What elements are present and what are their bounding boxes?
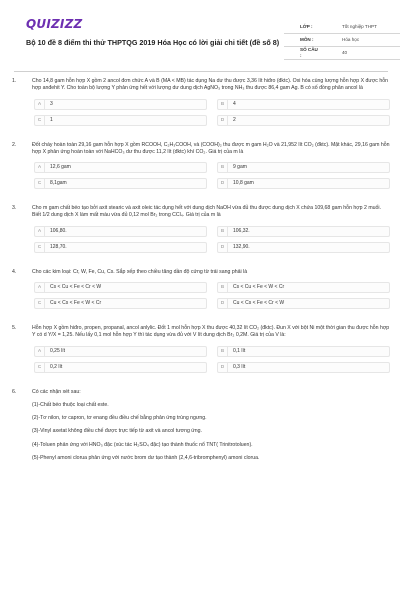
question-list — [12, 78, 390, 464]
answer-option-d[interactable] — [217, 362, 390, 373]
option-text: 3 — [50, 100, 53, 107]
question-text — [32, 142, 390, 157]
document-title: Bộ 10 đề 8 điểm thi thử THPTQG 2019 Hóa Học có lời giải chi tiết (đề số 8) — [26, 38, 280, 47]
option-text: Cs < Cu < Fe < W < Cr — [233, 283, 285, 290]
meta-label: MÔN : — [300, 36, 314, 42]
question-3 — [12, 205, 390, 253]
option-letter: A — [35, 347, 45, 356]
option-text: 10,8 gam — [233, 180, 254, 187]
answer-option-d[interactable] — [217, 242, 390, 253]
option-letter: A — [35, 100, 45, 109]
question-number: 3. — [12, 205, 17, 212]
statement-item: (5)-Phenyl amoni clorua phản ứng với nước brom dư tạo thành (2,4,6-tribromphenyl) amoni clorua. — [32, 454, 260, 461]
question-number: 6. — [12, 388, 17, 395]
option-text: 1 — [50, 116, 53, 123]
statement-item: (1)-Chất béo thuộc loại chất este. — [32, 401, 109, 408]
meta-value: Tốt nghiệp THPT — [342, 23, 377, 29]
option-text: 0,1 lít — [233, 347, 246, 354]
meta-row-class — [284, 21, 400, 34]
answer-option-a[interactable] — [34, 282, 207, 293]
option-text: 106,32. — [233, 227, 250, 234]
question-4 — [12, 269, 390, 309]
question-text — [32, 389, 390, 396]
answer-option-c[interactable] — [34, 115, 207, 126]
question-line: Có các nhận xét sau: — [32, 388, 81, 395]
option-letter: A — [35, 227, 45, 236]
option-letter: D — [218, 243, 228, 252]
option-text: 106,80. — [50, 227, 67, 234]
question-number: 5. — [12, 324, 17, 331]
question-line: Cho các kim loại: Cr, W, Fe, Cu, Cs. Sắp xếp theo chiều tăng dần độ cứng từ trái sang phải là — [32, 268, 248, 275]
meta-value: Hóa học — [342, 36, 360, 42]
question-line: Hỗn hợp X gồm hiđro, propen, propanal, ancol anlylic. Đốt 1 mol hỗn hợp X thu được 40,32 lít CO₂ (đktc). Đun X với bột Ni một thời gian thu được hỗn hợp Y có d Y/X = 1,25. Nếu lấy 0,1 mol hỗn hợp Y thì tác dụng vừa đủ với V lít dung dịch Br₂ 0,2M. Giá trị của V là: — [32, 324, 390, 339]
option-text: 8,1gam — [50, 180, 67, 187]
question-text — [32, 325, 390, 340]
option-text: 2 — [233, 116, 236, 123]
option-letter: D — [218, 299, 228, 308]
answer-option-b[interactable] — [217, 226, 390, 237]
option-letter: C — [35, 243, 45, 252]
question-1 — [12, 78, 390, 126]
answer-option-c[interactable] — [34, 178, 207, 189]
question-text — [32, 269, 390, 276]
answer-option-a[interactable] — [34, 162, 207, 173]
option-letter: B — [218, 347, 228, 356]
option-letter: C — [35, 179, 45, 188]
option-text: 4 — [233, 100, 236, 107]
answer-option-a[interactable] — [34, 346, 207, 357]
option-letter: D — [218, 179, 228, 188]
question-line: Cho m gam chất béo tạo bởi axit stearic và axit oleic tác dụng hết với dung dịch NaOH vừa đủ thu được dung dịch X chứa 109,68 gam hỗn hợp 2 muối. Biết 1/2 dung dịch X làm mất màu vừa đủ 0,12 mol Br₂ trong CCl₄. Giá trị của m là — [32, 205, 382, 219]
option-text: 0,25 lít — [50, 347, 66, 354]
answer-option-b[interactable] — [217, 282, 390, 293]
answer-option-c[interactable] — [34, 242, 207, 253]
question-number: 1. — [12, 78, 17, 84]
meta-table — [284, 21, 400, 60]
statement-list — [32, 402, 390, 462]
meta-label: SỐ CÂU : — [300, 46, 318, 58]
question-number: 2. — [12, 141, 17, 148]
question-line: Cho 14,8 gam hỗn hợp X gồm 2 ancol đơn chức A và B (MA < MB) tác dụng Na dư thu được 3,36 lít hiđro (đktc). Oxi hóa cùng lượng hỗn hợp X được hỗn hợp anđehit Y. Cho toàn bộ lượng Y phản ứng hết với lượng dư dung dịch AgNO₃ trong NH₃ thu được 86,4 gam Ag. B có số đồng phân ancol là — [32, 78, 388, 92]
option-text: 9 gam — [233, 164, 247, 171]
question-number: 4. — [12, 268, 17, 275]
option-letter: B — [218, 163, 228, 172]
answer-option-d[interactable] — [217, 178, 390, 189]
answer-option-b[interactable] — [217, 346, 390, 357]
meta-row-subject — [284, 34, 400, 47]
option-text: Cs < Cu < Fe < Cr < W — [50, 283, 102, 290]
statement-item: (2)-Tơ nilon, tơ capron, tơ enang đều điều chế bằng phản ứng trùng ngưng. — [32, 415, 207, 422]
statement-item: (4)-Toluen phản ứng với HNO₃ đặc (xúc tác H₂SO₄ đặc) tạo thành thuốc nổ TNT( Trinitrotoluen). — [32, 441, 253, 448]
answer-options — [34, 226, 390, 253]
question-6 — [12, 389, 390, 463]
option-text: Cu < Cs < Fe < W < Cr — [50, 299, 102, 306]
option-text: 132,90. — [233, 243, 250, 250]
statement-item: (3)-Vinyl axetat không điều chế được trực tiếp từ axit và ancol tương ứng. — [32, 428, 202, 435]
answer-option-b[interactable] — [217, 99, 390, 110]
meta-row-count — [284, 47, 400, 60]
option-letter: D — [218, 116, 228, 125]
option-letter: A — [35, 283, 45, 292]
meta-value: 40 — [342, 49, 348, 55]
option-letter: A — [35, 163, 45, 172]
question-line: Đốt cháy hoàn toàn 29,16 gam hỗn hợp X gồm RCOOH, C₂H₃COOH, và (COOH)₂ thu được m gam H₂O và 21,952 lít CO₂ (đktc). Mặt khác, 29,16 gam hỗn hợp X phản ứng hoàn toàn với NaHCO₃ dư thu được 11,2 lít (đktc) khí CO₂. Giá trị của m là — [32, 141, 390, 155]
answer-options — [34, 99, 390, 126]
option-letter: B — [218, 100, 228, 109]
option-text: 0,3 lít — [233, 363, 246, 370]
meta-label: LỚP : — [300, 23, 313, 29]
question-5 — [12, 325, 390, 373]
worksheet-header — [12, 8, 388, 58]
header-divider — [14, 71, 388, 72]
answer-options — [34, 162, 390, 189]
answer-option-c[interactable] — [34, 362, 207, 373]
answer-options — [34, 282, 390, 309]
option-letter: C — [35, 299, 45, 308]
option-text: 0,2 lít — [50, 363, 63, 370]
answer-option-a[interactable] — [34, 99, 207, 110]
answer-option-b[interactable] — [217, 162, 390, 173]
option-letter: C — [35, 116, 45, 125]
question-text — [32, 205, 390, 220]
option-letter: D — [218, 363, 228, 372]
question-2 — [12, 142, 390, 190]
option-text: 128,70. — [50, 243, 67, 250]
answer-option-a[interactable] — [34, 226, 207, 237]
option-text: 12,6 gam — [50, 164, 71, 171]
question-text — [32, 78, 390, 93]
answer-option-d[interactable] — [217, 115, 390, 126]
quizizz-logo: QUIZIZZ — [26, 17, 83, 31]
option-letter: B — [218, 283, 228, 292]
answer-options — [34, 346, 390, 373]
answer-option-d[interactable] — [217, 298, 390, 309]
option-letter: C — [35, 363, 45, 372]
option-letter: B — [218, 227, 228, 236]
option-text: Cu < Cs < Fe < Cr < W — [233, 299, 285, 306]
answer-option-c[interactable] — [34, 298, 207, 309]
